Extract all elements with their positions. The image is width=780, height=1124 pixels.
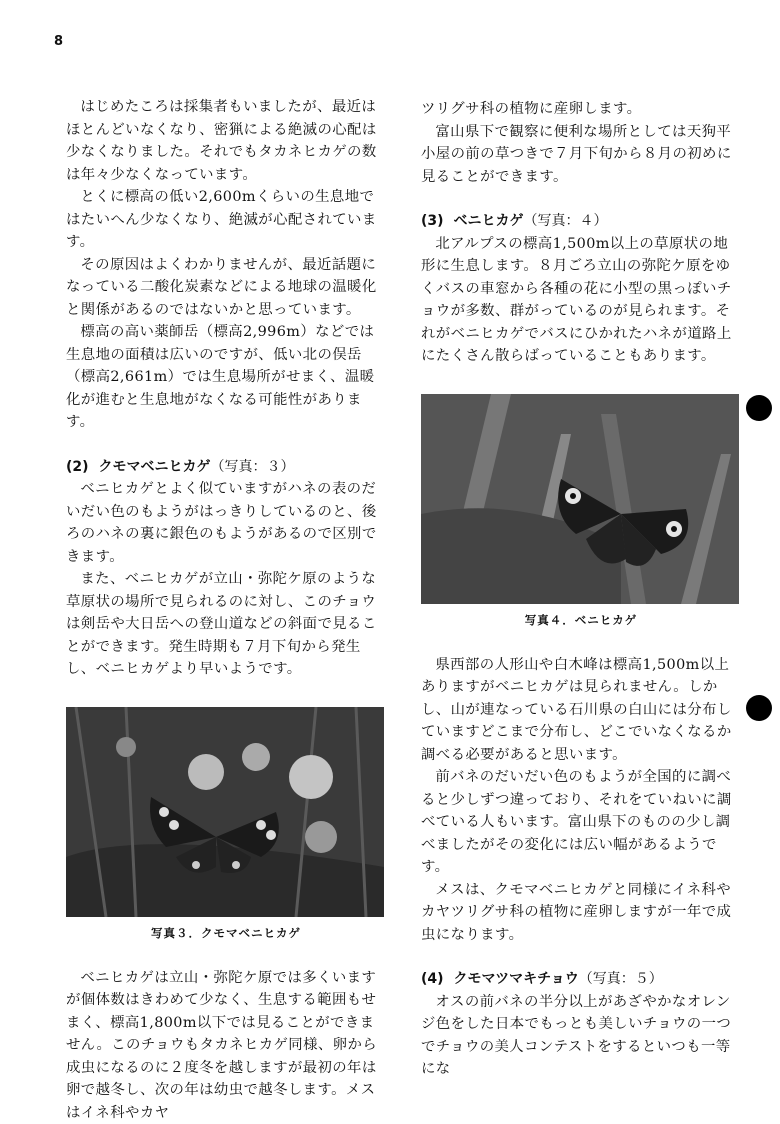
body-paragraph: ベニヒカゲは立山・弥陀ケ原では多くいますが個体数はきわめて少なく、生息する範囲もせまく、標高1,800m以下では見ることができません。このチョウもタカネヒカゲ同様、卵から成虫になるのに２度冬を越しますが最初の年は卵で越冬し、次の年は幼虫で越冬します。メスはイネ科やカヤ — [66, 967, 386, 1124]
binder-hole — [746, 695, 772, 721]
section-number: (3) — [421, 213, 444, 229]
photo-3-butterfly — [66, 707, 384, 917]
butterfly-photo-illustration — [66, 707, 384, 917]
body-paragraph: 北アルプスの標高1,500m以上の草原状の地形に生息します。８月ごろ立山の弥陀ケ原をゆくバスの車窓から各種の花に小型の黒っぽいチョウが多数、群がっているのが見られます。それがベニヒカゲでバスにひかれたハネが道路上にたくさん散らばっていることもあります。 — [421, 233, 741, 368]
photo-4-caption: 写真４．ベニヒカゲ — [421, 612, 741, 628]
page-number: 8 — [54, 34, 63, 49]
body-paragraph: 前バネのだいだい色のもようが全国的に調べると少しずつ違っており、それをていねいに調べている人もいます。富山県下のものの少し調べましたがその変化には広い幅があるようです。 — [421, 766, 741, 879]
section-heading-4 — [421, 968, 741, 991]
section-title: クモマツマキチョウ — [454, 971, 579, 987]
section-title: ベニヒカゲ — [454, 213, 524, 229]
photo-reference: （写真：５） — [579, 971, 663, 987]
body-paragraph: 富山県下で観察に便利な場所としては天狗平小屋の前の草つきで７月下旬から８月の初めに見ることができます。 — [421, 121, 741, 189]
body-paragraph: 県西部の人形山や白木峰は標高1,500m以上ありますがベニヒカゲは見られません。しかし、山が連なっている石川県の白山には分布していますどこまで分布し、どこでいなくなるか調べる必要があると思います。 — [421, 654, 741, 767]
photo-reference: （写真：４） — [524, 213, 608, 229]
section-heading-2 — [66, 456, 386, 479]
body-paragraph: ツリグサ科の植物に産卵します。 — [421, 98, 741, 121]
photo-4-butterfly — [421, 394, 739, 604]
body-paragraph: とくに標高の低い2,600mくらいの生息地ではたいへん少なくなり、絶滅が心配されています。 — [66, 186, 386, 254]
section-number: (2) — [66, 459, 89, 475]
body-paragraph: メスは、クモマベニヒカゲと同様にイネ科やカヤツリグサ科の植物に産卵しますが一年で成虫になります。 — [421, 879, 741, 947]
body-paragraph: また、ベニヒカゲが立山・弥陀ケ原のような草原状の場所で見られるのに対し、このチョウは剣岳や大日岳への登山道などの斜面で見ることができます。発生時期も７月下旬から発生し、ベニヒカゲより早いようです。 — [66, 568, 386, 681]
right-column — [421, 98, 741, 1081]
butterfly-photo-illustration — [421, 394, 739, 604]
section-title: クモマベニヒカゲ — [99, 459, 211, 475]
section-number: (4) — [421, 971, 444, 987]
photo-3-caption: 写真３．クモマベニヒカゲ — [66, 925, 386, 941]
body-paragraph: 標高の高い薬師岳（標高2,996m）などでは生息地の面積は広いのですが、低い北の俣岳（標高2,661m）では生息場所がせまく、温暖化が進むと生息地がなくなる可能性があります。 — [66, 321, 386, 434]
left-column — [66, 96, 386, 1124]
body-paragraph: オスの前バネの半分以上があざやかなオレンジ色をした日本でもっとも美しいチョウの一つでチョウの美人コンテストをするといつも一等にな — [421, 991, 741, 1081]
body-paragraph: ベニヒカゲとよく似ていますがハネの表のだいだい色のもようがはっきりしているのと、後ろのハネの裏に銀色のもようがあるので区別できます。 — [66, 478, 386, 568]
photo-reference: （写真：３） — [211, 459, 295, 475]
body-paragraph: はじめたころは採集者もいましたが、最近はほとんどいなくなり、密猟による絶滅の心配は少なくなりました。それでもタカネヒカゲの数は年々少なくなっています。 — [66, 96, 386, 186]
binder-hole — [746, 395, 772, 421]
body-paragraph: その原因はよくわかりませんが、最近話題になっている二酸化炭素などによる地球の温暖化と関係があるのではないかと思っています。 — [66, 254, 386, 322]
section-heading-3 — [421, 210, 741, 233]
